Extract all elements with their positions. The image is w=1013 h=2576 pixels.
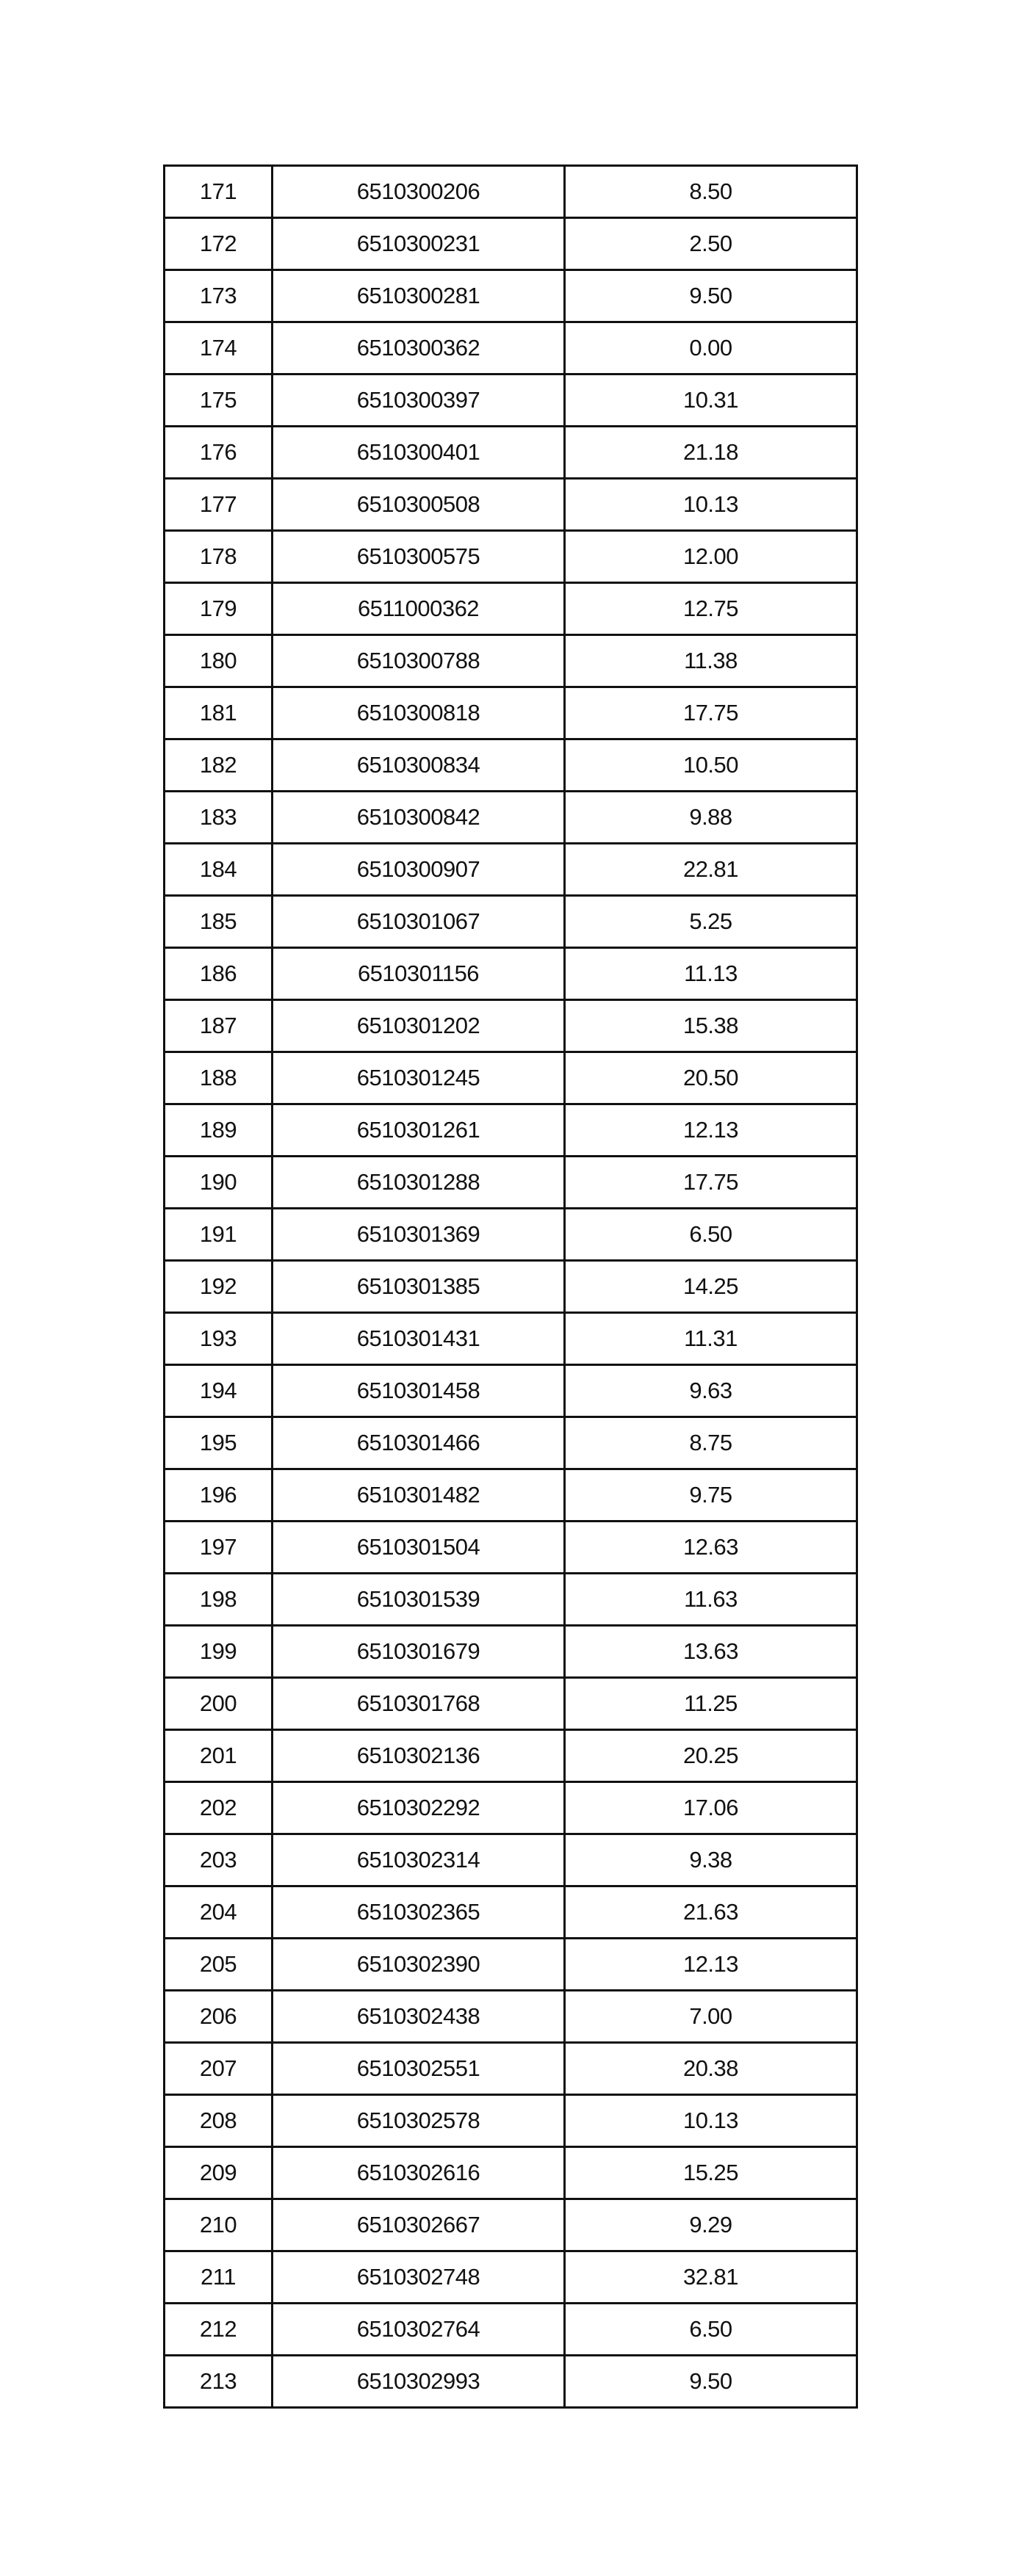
table-row [165,375,857,427]
row-number-cell: 189 [165,1104,273,1157]
score-cell: 14.25 [565,1261,857,1313]
row-number-cell: 180 [165,635,273,687]
id-cell: 6510301679 [273,1626,565,1678]
row-number-cell: 204 [165,1886,273,1939]
score-cell: 11.31 [565,1313,857,1365]
row-number-cell: 176 [165,427,273,479]
score-cell: 11.63 [565,1574,857,1626]
row-number-cell: 188 [165,1052,273,1104]
id-cell: 6510302667 [273,2199,565,2251]
id-cell: 6510301431 [273,1313,565,1365]
row-number-cell: 200 [165,1678,273,1730]
id-cell: 6510300907 [273,844,565,896]
id-cell: 6510302764 [273,2304,565,2356]
row-number-cell: 212 [165,2304,273,2356]
table-row [165,635,857,687]
row-number-cell: 177 [165,479,273,531]
score-cell: 8.50 [565,166,857,218]
row-number-cell: 199 [165,1626,273,1678]
score-cell: 6.50 [565,1209,857,1261]
score-cell: 9.88 [565,792,857,844]
id-cell: 6510301768 [273,1678,565,1730]
id-cell: 6510300397 [273,375,565,427]
id-cell: 6510302993 [273,2356,565,2408]
id-cell: 6510301482 [273,1469,565,1522]
row-number-cell: 182 [165,739,273,792]
row-number-cell: 173 [165,270,273,322]
table-row [165,322,857,375]
row-number-cell: 175 [165,375,273,427]
id-cell: 6510302314 [273,1834,565,1886]
row-number-cell: 209 [165,2147,273,2199]
table-row [165,1886,857,1939]
score-cell: 2.50 [565,218,857,270]
row-number-cell: 211 [165,2251,273,2304]
id-cell: 6510301261 [273,1104,565,1157]
id-cell: 6510301288 [273,1157,565,1209]
score-cell: 10.50 [565,739,857,792]
id-cell: 6510302365 [273,1886,565,1939]
score-cell: 12.63 [565,1522,857,1574]
table-row [165,792,857,844]
table-row [165,1157,857,1209]
table-row [165,427,857,479]
table-row [165,2147,857,2199]
score-cell: 12.13 [565,1939,857,1991]
row-number-cell: 198 [165,1574,273,1626]
id-cell: 6510302616 [273,2147,565,2199]
score-cell: 21.18 [565,427,857,479]
score-cell: 17.75 [565,1157,857,1209]
score-table [163,164,858,2409]
row-number-cell: 197 [165,1522,273,1574]
id-cell: 6510302438 [273,1991,565,2043]
row-number-cell: 185 [165,896,273,948]
score-cell: 22.81 [565,844,857,896]
table-row [165,1522,857,1574]
table-row [165,1939,857,1991]
table-row [165,1782,857,1834]
id-cell: 6510302136 [273,1730,565,1782]
id-cell: 6510302551 [273,2043,565,2095]
score-cell: 17.06 [565,1782,857,1834]
id-cell: 6510300206 [273,166,565,218]
table-row [165,583,857,635]
id-cell: 6510300788 [273,635,565,687]
table-row [165,948,857,1000]
score-cell: 20.25 [565,1730,857,1782]
id-cell: 6510301156 [273,948,565,1000]
table-row [165,2043,857,2095]
table-row [165,1000,857,1052]
table-row [165,166,857,218]
score-cell: 9.63 [565,1365,857,1417]
score-cell: 13.63 [565,1626,857,1678]
row-number-cell: 195 [165,1417,273,1469]
row-number-cell: 213 [165,2356,273,2408]
row-number-cell: 186 [165,948,273,1000]
table-row [165,1730,857,1782]
score-cell: 8.75 [565,1417,857,1469]
table-row [165,2251,857,2304]
table-row [165,2356,857,2408]
score-cell: 9.38 [565,1834,857,1886]
id-cell: 6510301245 [273,1052,565,1104]
table-row [165,739,857,792]
id-cell: 6510302748 [273,2251,565,2304]
id-cell: 6510301067 [273,896,565,948]
id-cell: 6510301369 [273,1209,565,1261]
id-cell: 6510301458 [273,1365,565,1417]
id-cell: 6510302578 [273,2095,565,2147]
score-cell: 9.29 [565,2199,857,2251]
score-cell: 6.50 [565,2304,857,2356]
row-number-cell: 206 [165,1991,273,2043]
id-cell: 6510300508 [273,479,565,531]
id-cell: 6510301466 [273,1417,565,1469]
row-number-cell: 190 [165,1157,273,1209]
score-cell: 9.50 [565,2356,857,2408]
row-number-cell: 184 [165,844,273,896]
table-row [165,479,857,531]
table-row [165,531,857,583]
table-row [165,1261,857,1313]
table-row [165,218,857,270]
table-row [165,2199,857,2251]
id-cell: 6510301202 [273,1000,565,1052]
row-number-cell: 208 [165,2095,273,2147]
table-row [165,896,857,948]
row-number-cell: 171 [165,166,273,218]
score-cell: 5.25 [565,896,857,948]
score-cell: 9.75 [565,1469,857,1522]
id-cell: 6510300575 [273,531,565,583]
score-cell: 12.13 [565,1104,857,1157]
id-cell: 6510301539 [273,1574,565,1626]
id-cell: 6510300362 [273,322,565,375]
score-cell: 20.50 [565,1052,857,1104]
table-row [165,1626,857,1678]
score-cell: 20.38 [565,2043,857,2095]
table-row [165,1991,857,2043]
table-row [165,1365,857,1417]
score-cell: 10.13 [565,479,857,531]
score-cell: 10.31 [565,375,857,427]
row-number-cell: 210 [165,2199,273,2251]
score-cell: 7.00 [565,1991,857,2043]
table-row [165,1574,857,1626]
id-cell: 6510300281 [273,270,565,322]
score-cell: 11.25 [565,1678,857,1730]
row-number-cell: 201 [165,1730,273,1782]
id-cell: 6510300231 [273,218,565,270]
row-number-cell: 192 [165,1261,273,1313]
row-number-cell: 193 [165,1313,273,1365]
id-cell: 6510301385 [273,1261,565,1313]
score-cell: 32.81 [565,2251,857,2304]
score-cell: 10.13 [565,2095,857,2147]
table-row [165,1313,857,1365]
score-cell: 0.00 [565,322,857,375]
score-cell: 12.00 [565,531,857,583]
row-number-cell: 187 [165,1000,273,1052]
score-cell: 9.50 [565,270,857,322]
table-body [165,166,857,2408]
row-number-cell: 179 [165,583,273,635]
table-row [165,2095,857,2147]
table-row [165,1052,857,1104]
score-cell: 15.25 [565,2147,857,2199]
score-cell: 17.75 [565,687,857,739]
score-cell: 11.38 [565,635,857,687]
row-number-cell: 194 [165,1365,273,1417]
id-cell: 6511000362 [273,583,565,635]
row-number-cell: 174 [165,322,273,375]
id-cell: 6510300834 [273,739,565,792]
row-number-cell: 202 [165,1782,273,1834]
id-cell: 6510300401 [273,427,565,479]
row-number-cell: 191 [165,1209,273,1261]
id-cell: 6510302390 [273,1939,565,1991]
table-row [165,1417,857,1469]
score-cell: 12.75 [565,583,857,635]
table-row [165,1469,857,1522]
table-row [165,1209,857,1261]
row-number-cell: 172 [165,218,273,270]
row-number-cell: 183 [165,792,273,844]
row-number-cell: 203 [165,1834,273,1886]
score-cell: 21.63 [565,1886,857,1939]
table-row [165,270,857,322]
table-row [165,687,857,739]
row-number-cell: 196 [165,1469,273,1522]
id-cell: 6510300818 [273,687,565,739]
score-cell: 11.13 [565,948,857,1000]
id-cell: 6510300842 [273,792,565,844]
row-number-cell: 181 [165,687,273,739]
table-row [165,1678,857,1730]
id-cell: 6510301504 [273,1522,565,1574]
id-cell: 6510302292 [273,1782,565,1834]
row-number-cell: 205 [165,1939,273,1991]
score-cell: 15.38 [565,1000,857,1052]
table-row [165,2304,857,2356]
table-row [165,1834,857,1886]
row-number-cell: 207 [165,2043,273,2095]
row-number-cell: 178 [165,531,273,583]
table-row [165,1104,857,1157]
table-row [165,844,857,896]
